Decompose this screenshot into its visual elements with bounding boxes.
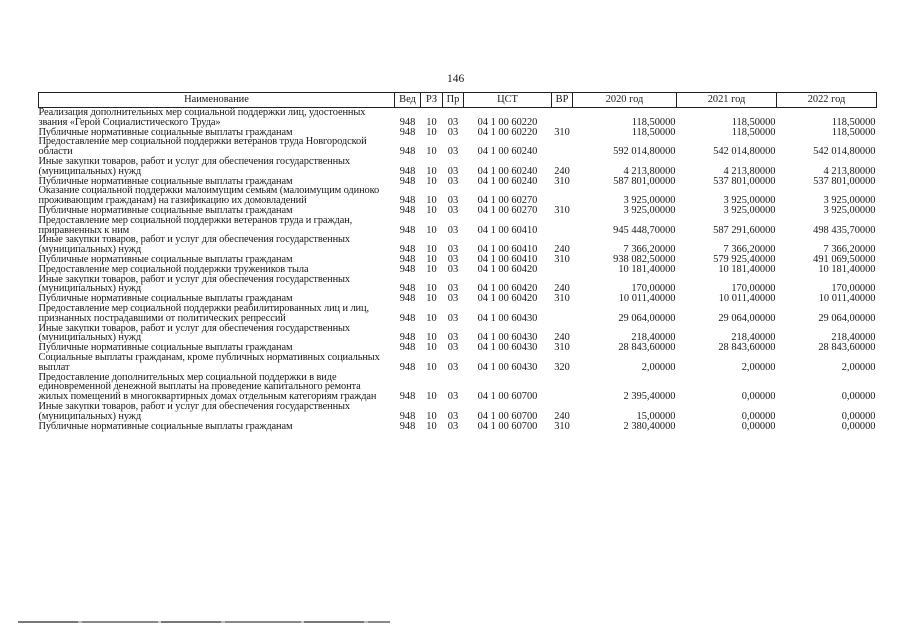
row-pr: 03 bbox=[447, 253, 459, 265]
row-amount-2021: 542 014,80000 bbox=[713, 146, 776, 158]
row-amount-2022: 2,00000 bbox=[841, 361, 876, 373]
row-rz: 10 bbox=[426, 204, 437, 216]
row-cst: 04 1 00 60420 bbox=[477, 283, 538, 295]
row-amount-2022: 170,00000 bbox=[831, 283, 876, 295]
row-cst: 04 1 00 60700 bbox=[477, 391, 538, 403]
row-name: Предоставление мер социальной поддержки ветеранов труда и граждан, приравненных к ним bbox=[38, 214, 353, 236]
row-pr: 03 bbox=[447, 263, 459, 275]
row-ved: 948 bbox=[399, 224, 416, 236]
col-header-ved: Вед bbox=[395, 93, 421, 108]
row-pr: 03 bbox=[447, 146, 459, 158]
row-vr bbox=[552, 108, 573, 128]
row-pr: 03 bbox=[447, 410, 459, 422]
row-cst: 04 1 00 60240 bbox=[477, 146, 538, 158]
row-name: Публичные нормативные социальные выплаты гражданам bbox=[38, 204, 293, 216]
row-amount-2021: 218,40000 bbox=[731, 332, 776, 344]
row-pr: 03 bbox=[447, 175, 459, 187]
row-amount-2021: 170,00000 bbox=[731, 283, 776, 295]
row-pr: 03 bbox=[447, 126, 459, 138]
row-cst: 04 1 00 60410 bbox=[477, 224, 538, 236]
row-name: Социальные выплаты гражданам, кроме публичных нормативных социальных выплат bbox=[38, 351, 380, 373]
table-row bbox=[39, 157, 877, 177]
row-vr: 240 bbox=[554, 283, 570, 295]
row-ved: 948 bbox=[399, 116, 416, 128]
col-header-2020: 2020 год bbox=[573, 93, 677, 108]
row-cst: 04 1 00 60410 bbox=[477, 244, 538, 256]
row-ved: 948 bbox=[399, 342, 416, 354]
row-vr: 240 bbox=[554, 332, 570, 344]
row-amount-2020: 2 395,40000 bbox=[623, 391, 676, 403]
row-amount-2020: 7 366,20000 bbox=[623, 244, 676, 256]
row-cst: 04 1 00 60430 bbox=[477, 342, 538, 354]
row-vr bbox=[552, 186, 573, 206]
row-amount-2020: 29 064,00000 bbox=[618, 312, 676, 324]
row-amount-2020: 2 380,40000 bbox=[623, 420, 676, 432]
table-row bbox=[39, 353, 877, 373]
row-amount-2022: 3 925,00000 bbox=[823, 204, 876, 216]
row-amount-2020: 3 925,00000 bbox=[623, 204, 676, 216]
row-pr: 03 bbox=[447, 165, 459, 177]
table-row bbox=[39, 137, 877, 157]
row-name: Предоставление дополнительных мер социальной поддержки в виде единовременной денежной выплаты на проведение капитального ремонта жилых помещений в многоквартирных домах отдельным категориям граждан bbox=[38, 371, 377, 403]
row-amount-2022: 29 064,00000 bbox=[818, 312, 876, 324]
row-rz: 10 bbox=[426, 332, 437, 344]
row-pr: 03 bbox=[447, 391, 459, 403]
row-pr: 03 bbox=[447, 244, 459, 256]
row-amount-2022: 218,40000 bbox=[831, 332, 876, 344]
table-row bbox=[39, 402, 877, 422]
table-row bbox=[39, 186, 877, 206]
row-amount-2020: 587 801,00000 bbox=[613, 175, 676, 187]
table-row bbox=[39, 373, 877, 402]
row-cst: 04 1 00 60270 bbox=[477, 204, 538, 216]
row-amount-2021: 7 366,20000 bbox=[723, 244, 776, 256]
row-rz: 10 bbox=[426, 116, 437, 128]
row-amount-2021: 579 925,40000 bbox=[713, 253, 776, 265]
row-ved: 948 bbox=[399, 244, 416, 256]
row-amount-2021: 0,00000 bbox=[741, 391, 776, 403]
row-ved: 948 bbox=[399, 263, 416, 275]
row-cst: 04 1 00 60240 bbox=[477, 175, 538, 187]
row-name: Реализация дополнительных мер социальной поддержки лиц, удостоенных звания «Герой Социалистического Труда» bbox=[38, 107, 366, 128]
row-ved: 948 bbox=[399, 293, 416, 305]
row-pr: 03 bbox=[447, 204, 459, 216]
row-name: Предоставление мер социальной поддержки реабилитированных лиц и лиц, признанных пострадавшими от политических репрессий bbox=[38, 302, 369, 324]
row-amount-2022: 118,50000 bbox=[831, 116, 876, 128]
row-amount-2022: 0,00000 bbox=[841, 420, 876, 432]
row-ved: 948 bbox=[399, 283, 416, 295]
row-name: Предоставление мер социальной поддержки ветеранов труда Новгородской области bbox=[38, 136, 367, 158]
row-amount-2022: 491 069,50000 bbox=[813, 253, 876, 265]
row-amount-2022: 3 925,00000 bbox=[823, 195, 876, 207]
row-amount-2020: 10 181,40000 bbox=[618, 263, 676, 275]
row-cst: 04 1 00 60700 bbox=[477, 410, 538, 422]
row-amount-2020: 592 014,80000 bbox=[613, 146, 676, 158]
col-header-vr: ВР bbox=[552, 93, 573, 108]
row-name: Иные закупки товаров, работ и услуг для обеспечения государственных (муниципальных) нужд bbox=[38, 234, 351, 256]
row-amount-2021: 10 181,40000 bbox=[718, 263, 776, 275]
row-vr: 240 bbox=[554, 165, 570, 177]
row-pr: 03 bbox=[447, 420, 459, 432]
row-vr: 310 bbox=[554, 175, 570, 187]
row-amount-2022: 10 181,40000 bbox=[818, 263, 876, 275]
row-amount-2021: 0,00000 bbox=[741, 420, 776, 432]
row-cst: 04 1 00 60700 bbox=[477, 420, 538, 432]
row-name: Оказание социальной поддержки малоимущим семьям (малоимущим одиноко проживающим гражданам) на газификацию их домовладений bbox=[38, 185, 380, 207]
row-ved: 948 bbox=[399, 410, 416, 422]
row-ved: 948 bbox=[399, 126, 416, 138]
row-amount-2022: 28 843,60000 bbox=[818, 342, 876, 354]
row-vr bbox=[552, 373, 573, 402]
row-amount-2021: 587 291,60000 bbox=[713, 224, 776, 236]
scan-edge-line bbox=[18, 621, 390, 623]
row-amount-2020: 4 213,80000 bbox=[623, 165, 676, 177]
row-rz: 10 bbox=[426, 312, 437, 324]
row-amount-2020: 2,00000 bbox=[641, 361, 676, 373]
row-rz: 10 bbox=[426, 391, 437, 403]
row-rz: 10 bbox=[426, 263, 437, 275]
row-amount-2021: 118,50000 bbox=[731, 126, 776, 138]
row-name: Публичные нормативные социальные выплаты гражданам bbox=[38, 293, 293, 305]
row-rz: 10 bbox=[426, 165, 437, 177]
row-name: Иные закупки товаров, работ и услуг для обеспечения государственных (муниципальных) нужд bbox=[38, 322, 351, 344]
row-name: Публичные нормативные социальные выплаты гражданам bbox=[38, 175, 293, 187]
table-row bbox=[39, 324, 877, 344]
row-vr: 310 bbox=[554, 293, 570, 305]
row-rz: 10 bbox=[426, 342, 437, 354]
row-vr bbox=[552, 304, 573, 324]
row-rz: 10 bbox=[426, 175, 437, 187]
row-pr: 03 bbox=[447, 283, 459, 295]
row-name: Иные закупки товаров, работ и услуг для обеспечения государственных (муниципальных) нужд bbox=[38, 273, 351, 295]
row-rz: 10 bbox=[426, 420, 437, 432]
row-pr: 03 bbox=[447, 116, 459, 128]
row-amount-2022: 0,00000 bbox=[841, 391, 876, 403]
row-name: Публичные нормативные социальные выплаты гражданам bbox=[38, 253, 293, 265]
table-row bbox=[39, 216, 877, 236]
row-amount-2020: 10 011,40000 bbox=[618, 293, 676, 305]
row-amount-2022: 498 435,70000 bbox=[813, 224, 876, 236]
row-amount-2022: 4 213,80000 bbox=[823, 165, 876, 177]
row-vr: 310 bbox=[554, 253, 570, 265]
row-cst: 04 1 00 60430 bbox=[477, 312, 538, 324]
row-amount-2021: 10 011,40000 bbox=[718, 293, 776, 305]
row-amount-2021: 29 064,00000 bbox=[718, 312, 776, 324]
row-pr: 03 bbox=[447, 342, 459, 354]
row-vr: 320 bbox=[554, 361, 570, 373]
row-amount-2021: 2,00000 bbox=[741, 361, 776, 373]
row-ved: 948 bbox=[399, 165, 416, 177]
row-pr: 03 bbox=[447, 224, 459, 236]
row-name: Иные закупки товаров, работ и услуг для обеспечения государственных (муниципальных) нужд bbox=[38, 155, 351, 177]
row-ved: 948 bbox=[399, 312, 416, 324]
row-ved: 948 bbox=[399, 146, 416, 158]
col-header-rz: РЗ bbox=[421, 93, 443, 108]
row-amount-2022: 542 014,80000 bbox=[813, 146, 876, 158]
row-amount-2021: 537 801,00000 bbox=[713, 175, 776, 187]
table-row bbox=[39, 108, 877, 128]
table-row bbox=[39, 304, 877, 324]
row-rz: 10 bbox=[426, 195, 437, 207]
col-header-cst: ЦСТ bbox=[464, 93, 552, 108]
table-row bbox=[39, 422, 877, 432]
row-name: Предоставление мер социальной поддержки тружеников тыла bbox=[38, 263, 309, 275]
row-amount-2020: 3 925,00000 bbox=[623, 195, 676, 207]
row-amount-2021: 3 925,00000 bbox=[723, 195, 776, 207]
row-amount-2021: 118,50000 bbox=[731, 116, 776, 128]
col-header-name: Наименование bbox=[39, 93, 395, 108]
budget-table bbox=[38, 92, 877, 431]
row-rz: 10 bbox=[426, 253, 437, 265]
row-amount-2022: 118,50000 bbox=[831, 126, 876, 138]
row-rz: 10 bbox=[426, 244, 437, 256]
table-row bbox=[39, 275, 877, 295]
row-cst: 04 1 00 60420 bbox=[477, 293, 538, 305]
row-amount-2021: 0,00000 bbox=[741, 410, 776, 422]
row-amount-2022: 537 801,00000 bbox=[813, 175, 876, 187]
row-ved: 948 bbox=[399, 361, 416, 373]
row-name: Публичные нормативные социальные выплаты гражданам bbox=[38, 342, 293, 354]
row-amount-2022: 0,00000 bbox=[841, 410, 876, 422]
col-header-2022: 2022 год bbox=[777, 93, 877, 108]
row-name: Публичные нормативные социальные выплаты гражданам bbox=[38, 420, 293, 432]
table-body bbox=[39, 108, 877, 432]
row-cst: 04 1 00 60410 bbox=[477, 253, 538, 265]
table-row bbox=[39, 235, 877, 255]
row-rz: 10 bbox=[426, 410, 437, 422]
row-vr bbox=[552, 137, 573, 157]
row-amount-2020: 15,00000 bbox=[636, 410, 676, 422]
row-vr bbox=[552, 265, 573, 275]
row-amount-2020: 28 843,60000 bbox=[618, 342, 676, 354]
row-vr bbox=[552, 216, 573, 236]
row-vr: 240 bbox=[554, 410, 570, 422]
row-amount-2020: 945 448,70000 bbox=[613, 224, 676, 236]
row-ved: 948 bbox=[399, 332, 416, 344]
row-amount-2022: 10 011,40000 bbox=[818, 293, 876, 305]
row-amount-2021: 3 925,00000 bbox=[723, 204, 776, 216]
table-header-row bbox=[39, 93, 877, 108]
row-rz: 10 bbox=[426, 283, 437, 295]
row-amount-2022: 7 366,20000 bbox=[823, 244, 876, 256]
row-pr: 03 bbox=[447, 195, 459, 207]
row-amount-2020: 938 082,50000 bbox=[613, 253, 676, 265]
row-cst: 04 1 00 60240 bbox=[477, 165, 538, 177]
row-amount-2020: 170,00000 bbox=[631, 283, 676, 295]
row-pr: 03 bbox=[447, 332, 459, 344]
row-rz: 10 bbox=[426, 224, 437, 236]
row-cst: 04 1 00 60220 bbox=[477, 116, 538, 128]
row-ved: 948 bbox=[399, 175, 416, 187]
row-ved: 948 bbox=[399, 195, 416, 207]
row-name: Публичные нормативные социальные выплаты гражданам bbox=[38, 126, 293, 138]
row-vr: 310 bbox=[554, 342, 570, 354]
row-cst: 04 1 00 60420 bbox=[477, 263, 538, 275]
row-cst: 04 1 00 60430 bbox=[477, 332, 538, 344]
row-rz: 10 bbox=[426, 293, 437, 305]
row-name: Иные закупки товаров, работ и услуг для обеспечения государственных (муниципальных) нужд bbox=[38, 400, 351, 422]
row-vr: 310 bbox=[554, 420, 570, 432]
row-amount-2020: 118,50000 bbox=[631, 116, 676, 128]
row-ved: 948 bbox=[399, 253, 416, 265]
row-cst: 04 1 00 60220 bbox=[477, 126, 538, 138]
row-amount-2021: 4 213,80000 bbox=[723, 165, 776, 177]
row-cst: 04 1 00 60270 bbox=[477, 195, 538, 207]
row-ved: 948 bbox=[399, 204, 416, 216]
row-rz: 10 bbox=[426, 126, 437, 138]
row-pr: 03 bbox=[447, 361, 459, 373]
row-amount-2021: 28 843,60000 bbox=[718, 342, 776, 354]
row-rz: 10 bbox=[426, 146, 437, 158]
row-vr: 310 bbox=[554, 204, 570, 216]
col-header-2021: 2021 год bbox=[677, 93, 777, 108]
row-cst: 04 1 00 60430 bbox=[477, 361, 538, 373]
row-amount-2020: 118,50000 bbox=[631, 126, 676, 138]
row-vr: 240 bbox=[554, 244, 570, 256]
row-ved: 948 bbox=[399, 391, 416, 403]
row-amount-2020: 218,40000 bbox=[631, 332, 676, 344]
row-pr: 03 bbox=[447, 312, 459, 324]
row-vr: 310 bbox=[554, 126, 570, 138]
row-pr: 03 bbox=[447, 293, 459, 305]
col-header-pr: Пр bbox=[443, 93, 464, 108]
row-ved: 948 bbox=[399, 420, 416, 432]
row-rz: 10 bbox=[426, 361, 437, 373]
page-number: 146 bbox=[447, 73, 465, 85]
